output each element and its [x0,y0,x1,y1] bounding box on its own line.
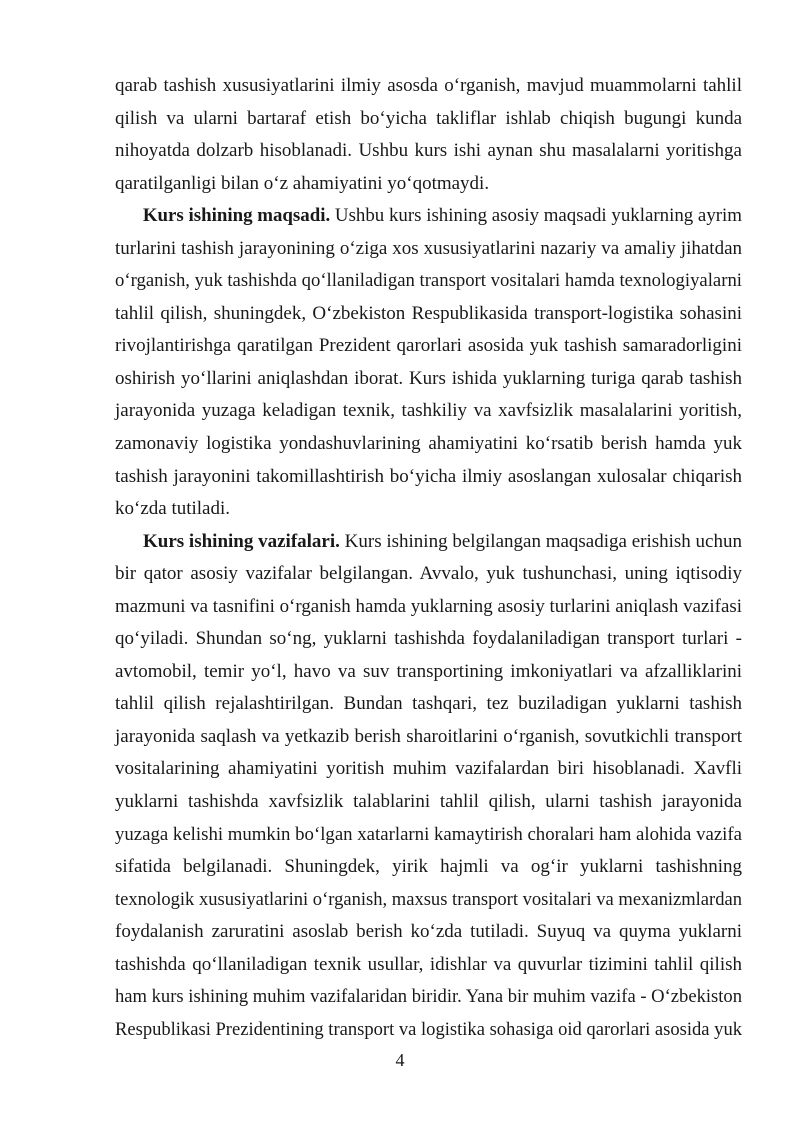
text-line: oshirish yo‘llarini aniqlashdan iborat. Kurs ishida yuklarning turiga qarab tashish [115,367,742,389]
text-line: o‘rganish, yuk tashishda qo‘llaniladigan transport vositalari hamda texnologiyalarni [115,270,742,292]
page-number: 4 [395,1050,405,1070]
paragraph [115,526,742,1047]
text-line: rivojlantirishga qaratilgan Prezident qarorlari asosida yuk tashish samaradorligini [115,335,742,357]
text-line: Respublikasi Prezidentining transport va logistika sohasiga oid qarorlari asosida yuk [115,1018,742,1040]
text-line: ko‘zda tutiladi. [115,498,231,520]
paragraph [115,200,742,525]
text-line: Kurs ishining maqsadi. Ushbu kurs ishining asosiy maqsadi yuklarning ayrim [142,205,742,227]
text-line: avtomobil, temir yo‘l, havo va suv transportining imkoniyatlari va afzalliklarini [115,660,742,682]
text-line: bir qator asosiy vazifalar belgilangan. Avvalo, yuk tushunchasi, uning iqtisodiy [115,563,742,585]
text-line: zamonaviy logistika yondashuvlarining ahamiyatini ko‘rsatib berish hamda yuk [115,433,742,455]
text-line: qo‘yiladi. Shundan so‘ng, yuklarni tashishda foydalaniladigan transport turlari - [115,628,742,650]
text-line: nihoyatda dolzarb hisoblanadi. Ushbu kurs ishi aynan shu masalalarni yoritishga [115,140,742,162]
text-line: tahlil qilish rejalashtirilgan. Bundan tashqari, tez buziladigan yuklarni tashish [115,693,742,715]
text-line: tashishda qo‘llaniladigan texnik usullar, idishlar va quvurlar tizimini tahlil qilish [115,953,742,975]
text-line: jarayonida saqlash va yetkazib berish sharoitlarini o‘rganish, sovutkichli transport [115,725,742,747]
bold-lead-in: Kurs ishining vazifalari. [143,530,340,552]
text-line: qaratilganligi bilan o‘z ahamiyatini yo‘qotmaydi. [115,172,490,194]
text-line: yuklarni tashishda xavfsizlik talablarini tahlil qilish, ularni tashish jarayonida [115,791,742,813]
text-line: qarab tashish xususiyatlarini ilmiy asosda o‘rganish, mavjud muammolarni tahlil [115,75,742,96]
bold-lead-in: Kurs ishining maqsadi. [142,205,331,227]
text-line: sifatida belgilanadi. Shuningdek, yirik hajmli va og‘ir yuklarni tashishning [115,856,742,878]
text-line: turlarini tashish jarayonining o‘ziga xos xususiyatlarini nazariy va amaliy jihatdan [115,237,742,259]
text-line: foydalanish zaruratini asoslab berish ko‘zda tutiladi. Suyuq va quyma yuklarni [115,921,742,943]
text-line: Kurs ishining vazifalari. Kurs ishining belgilangan maqsadiga erishish uchun [143,530,742,552]
text-line: yuzaga kelishi mumkin bo‘lgan xatarlarni kamaytirish choralari ham alohida vazifa [115,823,742,845]
text-line: tashish jarayonini takomillashtirish bo‘yicha ilmiy asoslangan xulosalar chiqarish [115,465,742,487]
text-line: vositalarining ahamiyatini yoritish muhim vazifalardan biri hisoblanadi. Xavfli [115,758,742,780]
paragraph [115,70,742,200]
text-line: mazmuni va tasnifini o‘rganish hamda yuklarning asosiy turlarini aniqlash vazifasi [115,595,742,617]
text-block [115,70,742,1046]
text-line: jarayonida yuzaga keladigan texnik, tashkiliy va xavfsizlik masalalarini yoritish, [115,400,742,422]
text-line: texnologik xususiyatlarini o‘rganish, maxsus transport vositalari va mexanizmlardan [115,888,742,910]
text-line: ham kurs ishining muhim vazifalaridan biridir. Yana bir muhim vazifa - O‘zbekiston [115,986,742,1008]
text-line: qilish va ularni bartaraf etish bo‘yicha takliflar ishlab chiqish bugungi kunda [115,107,742,129]
text-line: tahlil qilish, shuningdek, O‘zbekiston Respublikasida transport-logistika sohasini [115,302,742,324]
